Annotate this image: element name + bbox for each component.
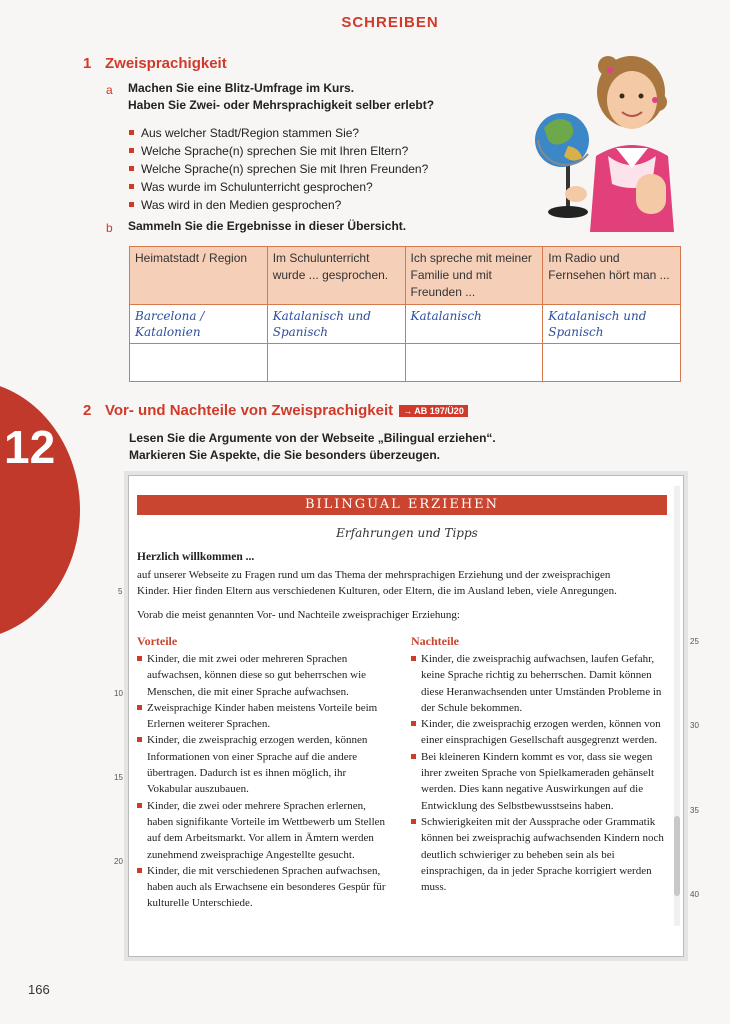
line-number: 15 — [114, 773, 123, 782]
exercise-1a-line1: Machen Sie eine Blitz-Umfrage im Kurs. — [128, 81, 355, 95]
column-header: Heimatstadt / Region — [130, 247, 268, 305]
question-item: Welche Sprache(n) sprechen Sie mit Ihren Freunden? — [129, 160, 428, 178]
exercise-1a-questions — [129, 124, 428, 214]
table-row-empty — [130, 344, 681, 382]
question-item: Was wurde im Schulunterricht gesprochen? — [129, 178, 428, 196]
pro-item: Kinder, die zwei oder mehrere Sprachen erlernen, haben signifikante Vorteile im Wettbewerb um Stellen auf dem Arbeitsmarkt. Vor allem in Ämtern werden zunehmend zweisprachige Angestellte gesucht. — [137, 798, 393, 863]
exercise-2-line2: Markieren Sie Aspekte, die Sie besonders überzeugen. — [129, 448, 440, 462]
chapter-tab — [0, 380, 80, 640]
table-cell-empty[interactable] — [130, 344, 268, 382]
table-cell-handwritten[interactable]: Barcelona / Katalonien — [130, 305, 268, 344]
girl-with-globe-photo — [528, 44, 678, 232]
website-intro-line2: Kinder. Hier finden Eltern aus verschiedenen Kulturen, oder Eltern, die im Ausland leben, viele Anregungen. — [137, 585, 617, 597]
line-number: 10 — [114, 689, 123, 698]
exercise-2-title: Vor- und Nachteile von Zweisprachigkeit — [105, 402, 394, 419]
question-item: Welche Sprache(n) sprechen Sie mit Ihren Eltern? — [129, 142, 428, 160]
line-number: 20 — [114, 857, 123, 866]
question-item: Was wird in den Medien gesprochen? — [129, 196, 428, 214]
pro-item: Kinder, die mit zwei oder mehreren Sprachen aufwachsen, können diese so gut beherrschen wie Menschen, die mit einer Sprache aufwachsen. — [137, 651, 393, 700]
chapter-number: 12 — [4, 421, 56, 473]
con-item: Kinder, die zweisprachig erzogen werden, können von einer einsprachigen Gesellschaft ausgegrenzt werden. — [411, 716, 667, 749]
column-header: Ich spreche mit meiner Familie und mit Freunden ... — [405, 247, 543, 305]
table-header-row — [130, 247, 681, 305]
table-cell-handwritten[interactable]: Katalanisch und Spanisch — [543, 305, 681, 344]
line-number: 40 — [690, 890, 699, 899]
exercise-1b-letter: b — [106, 221, 113, 235]
table-cell-handwritten[interactable]: Katalanisch — [405, 305, 543, 344]
line-number: 25 — [690, 637, 699, 646]
pros-list — [137, 651, 393, 912]
exercise-2-line1: Lesen Sie die Argumente von der Webseite „Bilingual erziehen“. — [129, 431, 496, 445]
exercise-1a-line2: Haben Sie Zwei- oder Mehrsprachigkeit selber erlebt? — [128, 98, 435, 112]
exercise-2-heading — [105, 402, 468, 420]
con-item: Schwierigkeiten mit der Aussprache oder Grammatik können bei zweisprachig aufwachsenden Kindern noch deutlich schwieriger zu beheben sein als bei einsprachigen, da in jeder Sprache korrigiert werden muss. — [411, 814, 667, 895]
table-cell-handwritten[interactable]: Katalanisch und Spanisch — [267, 305, 405, 344]
website-intro-line1: auf unserer Webseite zu Fragen rund um das Thema der mehrsprachigen Erziehung und der zweisprachigen — [137, 569, 611, 581]
survey-table — [129, 246, 681, 382]
website-intro2: Vorab die meist genannten Vor- und Nachteile zweisprachiger Erziehung: — [137, 609, 460, 621]
exercise-1-number: 1 — [83, 55, 92, 72]
section-title: SCHREIBEN — [341, 14, 439, 31]
pro-item: Zweisprachige Kinder haben meistens Vorteile beim Erlernen weiterer Sprachen. — [137, 700, 393, 733]
column-header: Im Radio und Fernsehen hört man ... — [543, 247, 681, 305]
exercise-2-number: 2 — [83, 402, 92, 419]
con-item: Kinder, die zweisprachig aufwachsen, laufen Gefahr, keine Sprache richtig zu beherrschen. Damit können diese Heranwachsenden unter Umständen Probleme in der Schule bekommen. — [411, 651, 667, 716]
pro-item: Kinder, die zweisprachig erzogen werden, können Informationen von einer Sprache auf die andere übertragen. Dadurch ist es ihnen möglich, ihr Vokabular auszubauen. — [137, 732, 393, 797]
pro-item: Kinder, die mit verschiedenen Sprachen aufwachsen, haben auch als Erwachsene ein besonderes Gespür für kulturelle Unterschiede. — [137, 863, 393, 912]
website-window — [128, 475, 684, 957]
exercise-1b-text: Sammeln Sie die Ergebnisse in dieser Übersicht. — [128, 219, 407, 233]
line-number: 35 — [690, 806, 699, 815]
table-row — [130, 305, 681, 344]
table-cell-empty[interactable] — [405, 344, 543, 382]
line-number: 30 — [690, 721, 699, 730]
pros-title: Vorteile — [137, 634, 178, 648]
table-cell-empty[interactable] — [543, 344, 681, 382]
column-header: Im Schulunterricht wurde ... gesprochen. — [267, 247, 405, 305]
page-number: 166 — [28, 982, 50, 997]
workbook-reference-badge[interactable]: → AB 197/Ü20 — [399, 405, 468, 417]
website-banner: BILINGUAL ERZIEHEN — [137, 495, 667, 515]
website-subtitle: Erfahrungen und Tipps — [336, 526, 478, 540]
line-number: 5 — [118, 587, 123, 596]
question-item: Aus welcher Stadt/Region stammen Sie? — [129, 124, 428, 142]
exercise-1a-letter: a — [106, 83, 113, 97]
con-item: Bei kleineren Kindern kommt es vor, dass sie wegen ihrer zweiten Sprache von Spielkameraden gehänselt werden. Dies kann negative Auswirkungen auf die Entwicklung des Selbstbewusstseins haben. — [411, 749, 667, 814]
cons-list — [411, 651, 667, 895]
cons-title: Nachteile — [411, 634, 459, 648]
exercise-1-title: Zweisprachigkeit — [105, 55, 227, 72]
scrollbar-thumb[interactable] — [674, 816, 680, 896]
website-greeting: Herzlich willkommen ... — [137, 551, 255, 563]
table-cell-empty[interactable] — [267, 344, 405, 382]
